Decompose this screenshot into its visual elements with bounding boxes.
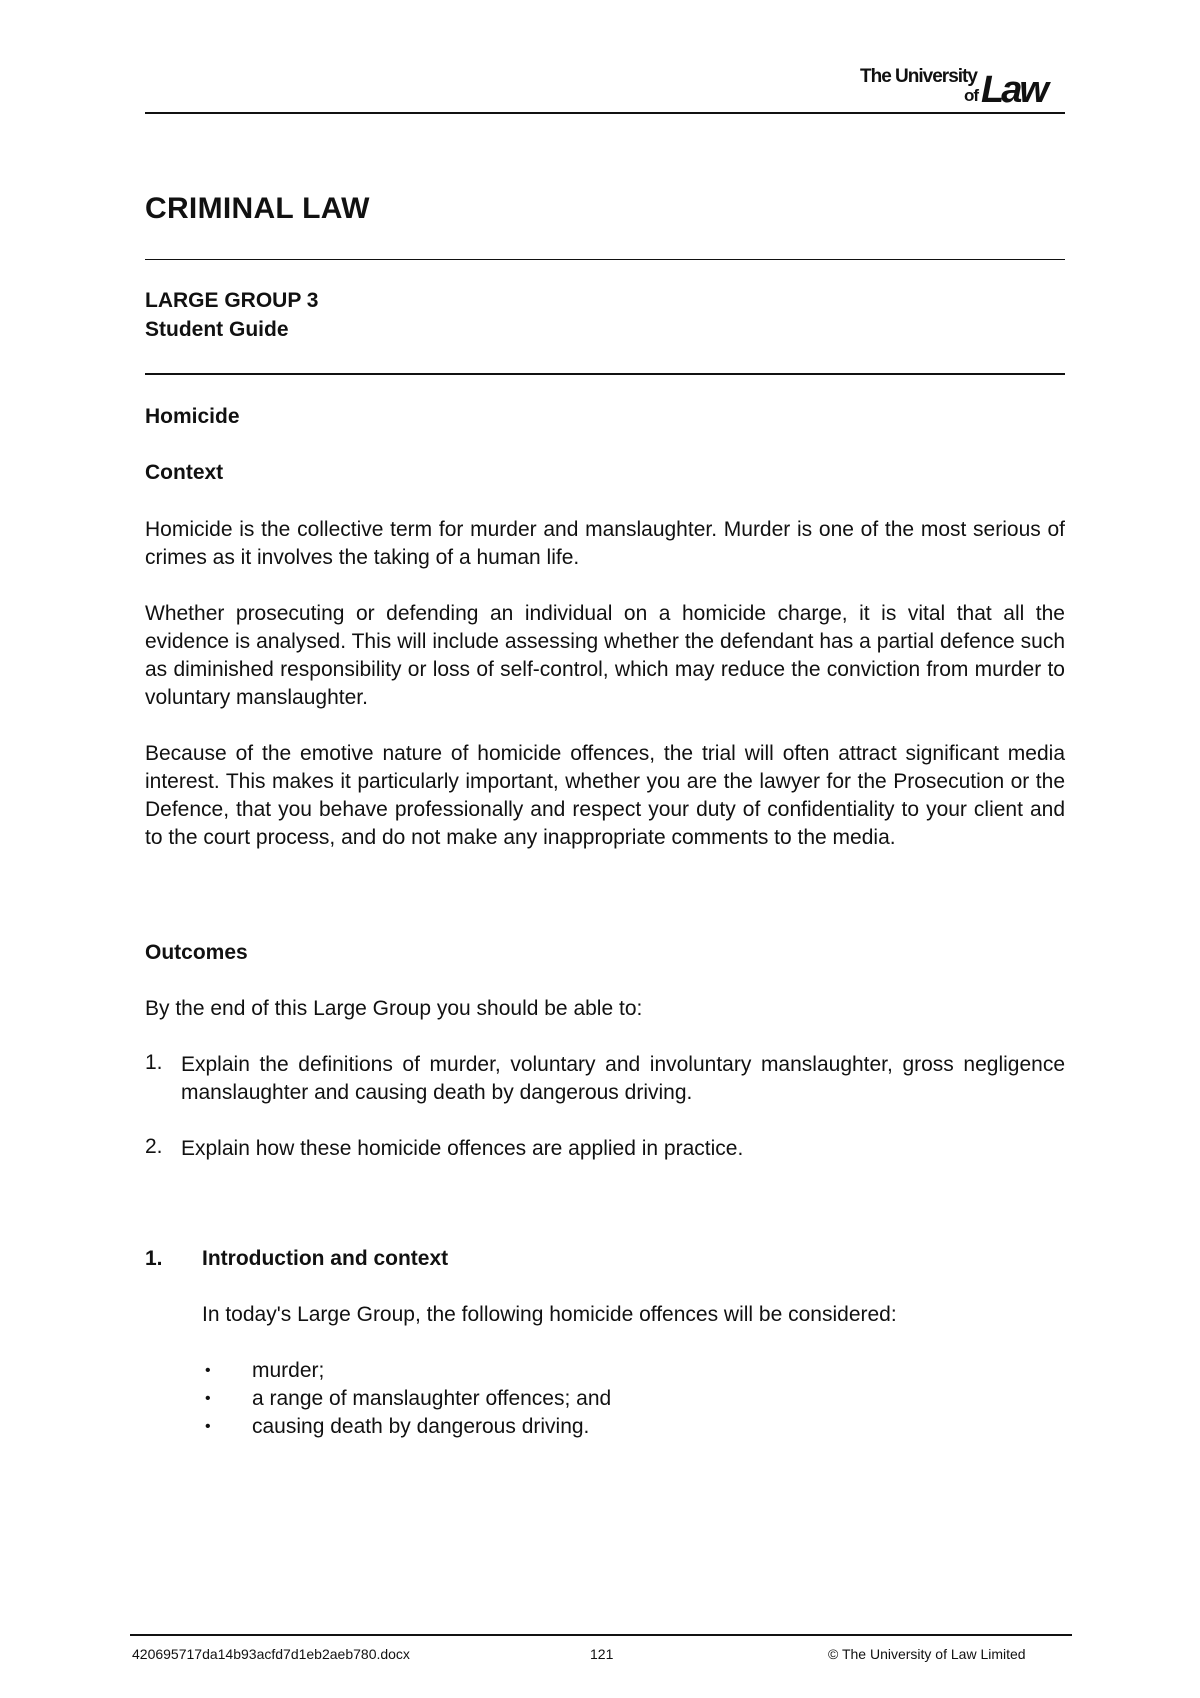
footer-filename: 420695717da14b93acfd7d1eb2aeb780.docx	[132, 1646, 410, 1662]
bullet-item: a range of manslaughter offences; and	[252, 1387, 612, 1410]
section-number: 1.	[145, 1247, 163, 1270]
context-paragraph-2: Whether prosecuting or defending an individual on a homicide charge, it is vital that all the evidence is analysed. This will include assessing whether the defendant has a partial defence such as diminished responsibility or loss of self-control, which may reduce the conviction from murder to voluntary manslaughter.	[145, 602, 1065, 709]
bullet-icon: •	[205, 1418, 211, 1435]
footer-copyright: © The University of Law Limited	[828, 1646, 1026, 1662]
title-rule	[145, 259, 1065, 260]
section-rule	[145, 373, 1065, 375]
footer-page-number: 121	[590, 1646, 614, 1662]
logo-line-2: of	[964, 86, 979, 105]
outcome-number: 1.	[145, 1051, 163, 1074]
outcome-text: Explain the definitions of murder, voluntary and involuntary manslaughter, gross negligence manslaughter and causing death by dangerous driving.	[181, 1053, 1065, 1104]
bullet-item: murder;	[252, 1359, 325, 1382]
bullet-icon: •	[205, 1390, 211, 1407]
logo-line-1: The University	[860, 66, 977, 87]
guide-label: Student Guide	[145, 318, 289, 341]
footer-rule	[130, 1634, 1072, 1636]
section-title: Introduction and context	[202, 1247, 449, 1270]
outcomes-intro: By the end of this Large Group you should be able to:	[145, 997, 643, 1020]
outcome-text: Explain how these homicide offences are applied in practice.	[181, 1137, 744, 1160]
context-heading: Context	[145, 461, 224, 484]
section-intro: In today's Large Group, the following homicide offences will be considered:	[202, 1303, 897, 1326]
page-title: CRIMINAL LAW	[145, 192, 370, 225]
university-logo	[860, 64, 1066, 110]
context-paragraph-1: Homicide is the collective term for murder and manslaughter. Murder is one of the most serious of crimes as it involves the taking of a human life.	[145, 518, 1065, 569]
group-label: LARGE GROUP 3	[145, 289, 319, 312]
bullet-icon: •	[205, 1362, 211, 1379]
header-rule	[145, 112, 1065, 114]
bullet-item: causing death by dangerous driving.	[252, 1415, 590, 1438]
topic-heading: Homicide	[145, 405, 240, 428]
outcomes-heading: Outcomes	[145, 941, 248, 964]
context-paragraph-3: Because of the emotive nature of homicide offences, the trial will often attract significant media interest. This makes it particularly important, whether you are the lawyer for the Prosecution or the Defence, that you behave professionally and respect your duty of confidentiality to your client and to the court process, and do not make any inappropriate comments to the media.	[145, 742, 1065, 849]
outcome-number: 2.	[145, 1135, 163, 1158]
logo-line-3: Law	[981, 69, 1046, 111]
